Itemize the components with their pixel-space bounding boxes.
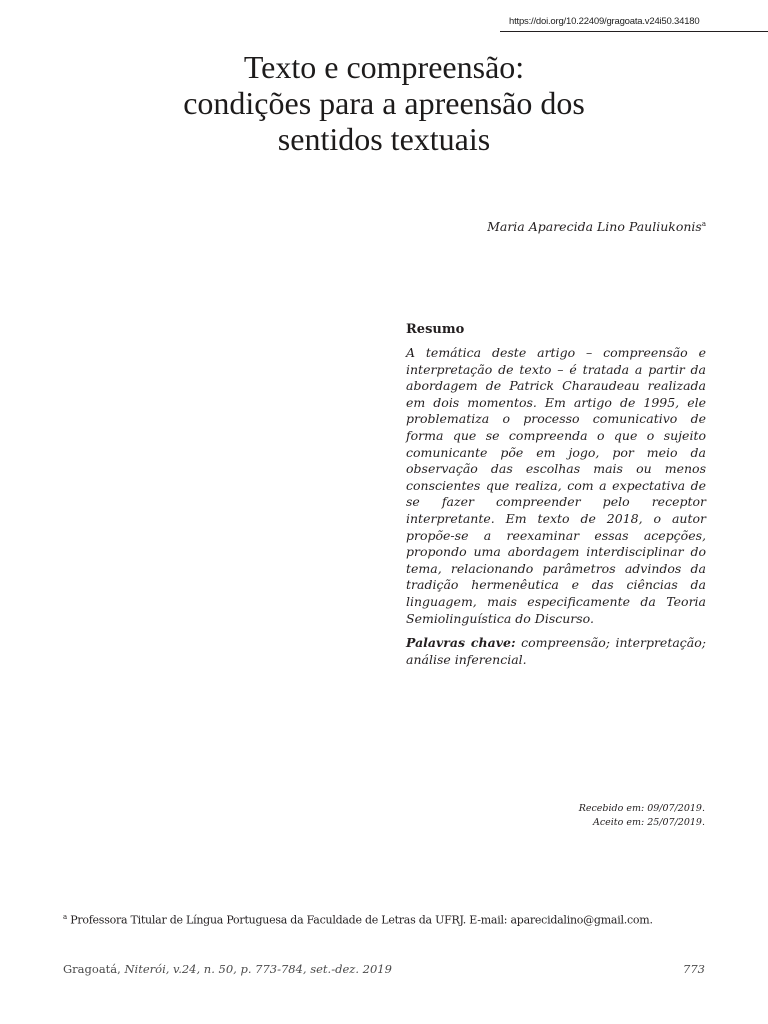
- title-line-1: Texto e compreensão:: [243, 49, 525, 85]
- journal-name: Gragoatá,: [63, 962, 121, 976]
- submission-dates: [579, 802, 705, 830]
- author-footnote: [63, 913, 708, 927]
- abstract-text: A temática deste artigo – compreensão e interpretação de texto – é tratada a partir da abordagem de Patrick Charaudeau realizada em dois momentos. Em artigo de 1995, ele problematiza o processo comunicativo de forma que se compreenda o que o sujeito comunicante põe em jogo, por meio da observação das escolhas mais ou menos conscientes que realiza, com a expectativa de se fazer compreender pelo receptor interpretante. Em texto de 2018, o autor propõe-se a reexaminar essas acepções, propondo uma abordagem interdisciplinar do tema, relacionando parâmetros advindos da tradição hermenêutica e das ciências da linguagem, mais especificamente da Teoria Semiolinguística do Discurso.: [406, 345, 706, 626]
- accepted-date: Aceito em: 25/07/2019.: [592, 817, 705, 828]
- doi-link[interactable]: https://doi.org/10.22409/gragoata.v24i50.34180: [509, 16, 700, 27]
- author-line: [487, 219, 706, 234]
- article-title: [60, 49, 708, 157]
- footnote-text: Professora Titular de Língua Portuguesa da Faculdade de Letras da UFRJ. E-mail: aparecidalino@gmail.com.: [70, 913, 653, 927]
- journal-citation: [63, 962, 392, 976]
- title-line-3: sentidos textuais: [277, 121, 491, 157]
- citation-details: Niterói, v.24, n. 50, p. 773-784, set.-dez. 2019: [124, 962, 392, 976]
- title-line-2: condições para a apreensão dos: [183, 85, 585, 121]
- keywords: [406, 635, 706, 668]
- author-footnote-mark: a: [701, 219, 706, 228]
- footnote-mark: a: [63, 913, 67, 921]
- abstract-heading: Resumo: [406, 322, 465, 337]
- received-date: Recebido em: 09/07/2019.: [578, 803, 705, 814]
- keywords-list: compreensão; interpretação; análise inferencial.: [406, 635, 706, 667]
- abstract-section: [406, 322, 706, 668]
- keywords-label: Palavras chave:: [406, 635, 516, 651]
- page-number: 773: [683, 962, 705, 976]
- header-rule: [500, 31, 768, 32]
- author-name: Maria Aparecida Lino Pauliukonis: [487, 219, 702, 234]
